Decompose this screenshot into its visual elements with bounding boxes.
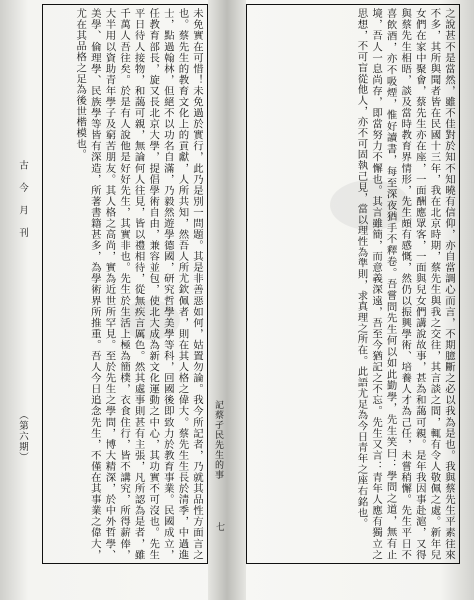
running-head-magazine: 古 今 月 刊 bbox=[17, 160, 28, 238]
left-page-body-text: 未免實在可惜！未免過於實行，此乃是別一問題。其是非善惡如何，姑置勿論。我今所記者，乃就其品性方面言之也。蔡先生的教育文化上的貢獻，人所共知，然吾人所尤欽佩者，則在其人格之偉大。蔡先生生長於清季，中過進士，點過翰林，但絕不以功名自滿，乃毅然遊學德國，研究哲學美學等科，回國後即致力於教育事業。民國成立，任教育部長，旋又長北京大學，提倡學術自由，兼容並包，使北大成為新文化運動之中心，其功實不可沒也。先生平日待人接物，和藹可親，無論何人往見，皆以禮相待，從無疾言厲色。然其處事則甚有主張，凡所認為是者，雖千萬人吾往矣。於是有人說他是好好先生，其實非也。先生於生活上極為簡樸，衣食住行，皆不講究，所得薪俸，大半用以資助青年學子及窮苦朋友。其人格之高尚，實為近世所罕見。至於先生之學問，博大精深，於中外哲學、美學、倫理學、民族學等皆有深造，所著書籍甚多，為學術界所推重。吾人今日追念先生，不僅在其事業之偉大，尤在其品格之足為後世楷模也。 bbox=[74, 8, 203, 560]
paper-smudge bbox=[120, 300, 180, 340]
paper-smudge bbox=[330, 180, 410, 230]
page-number: 七 bbox=[216, 523, 226, 533]
running-head-issue: （第六期） bbox=[17, 410, 28, 463]
running-head-article-title: 記蔡孑民先生的事 bbox=[213, 400, 223, 480]
right-page-body-text: 之說甚不是當然，雖不佳對於知不知曉有信仰，亦自當調心而言，不期臆斷之必以我為是也。我與蔡先生平素往來不多，其所與聞者皆在民國十三年，我在北京時期，蔡先生與我之交往，其言談之間，輒有令人敬佩之處。新年兒女們在家中聚會，蔡先生亦在座，一面酬應眾客，一面與兒女們講說故事，甚為和藹可親。是年我因事赴滬，又得與蔡先生相晤，談及當時教育界情形，先生頗有感慨，然仍以振興學術、培養人才為己任，未嘗稍懈。先生平日不喜飲酒，亦不吸煙，惟好讀書，每至深夜猶手不釋卷。吾嘗問先生何以如此勤學，先生笑曰：學問之道，無有止境，吾人一息尚存，即當努力不懈也。其言雖簡，而意義深遠，吾至今猶記之不忘。先生又言：青年人應有獨立之思想，不可盲從他人，亦不可固執己見，當以理性為準則，求真理之所在。此語尤足為今日青年之座右銘也。 bbox=[355, 8, 455, 560]
book-gutter bbox=[208, 0, 246, 600]
